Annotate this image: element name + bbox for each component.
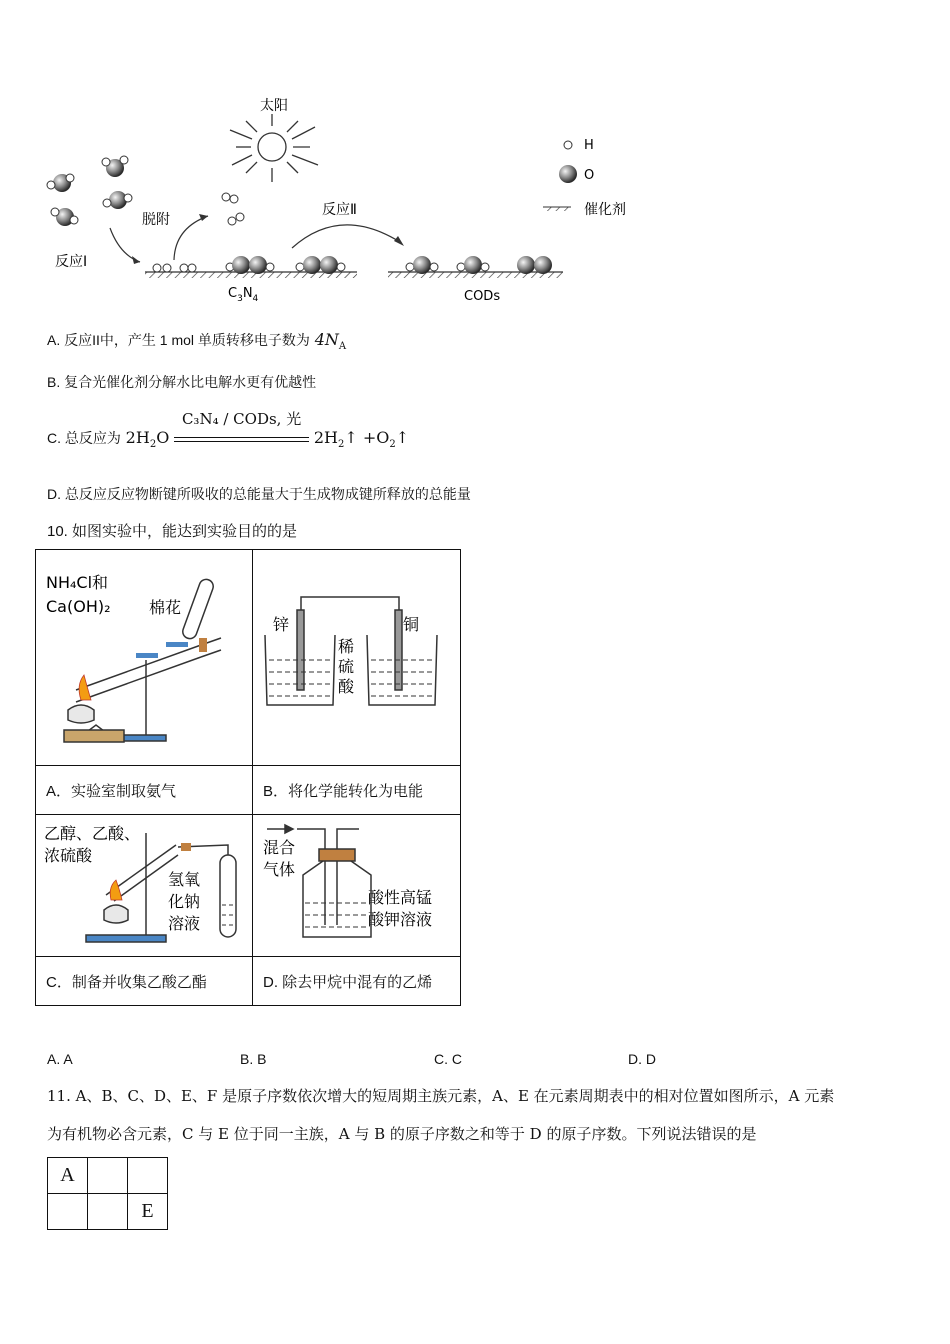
svg-text:硫: 硫 <box>338 657 355 676</box>
sun-icon <box>230 114 318 182</box>
svg-text:化钠: 化钠 <box>168 892 201 911</box>
q11-line1: 11. A、B、C、D、E、F 是原子序数依次增大的短周期主族元素，A、E 在元素周期表中的相对位置如图所示，A 元素 <box>47 1087 835 1105</box>
exp-c-caption: C．制备并收集乙酸乙酯 <box>36 957 253 1006</box>
svg-text:铜: 铜 <box>403 615 420 634</box>
exp-a-caption: A．实验室制取氨气 <box>36 766 253 815</box>
exp-d-figure <box>253 815 461 957</box>
q10-stem: 10. 如图实验中，能达到实验目的的是 <box>47 523 298 540</box>
answer-d[interactable]: D. D <box>628 1051 656 1067</box>
pt-cell <box>48 1194 88 1230</box>
pt-cell <box>88 1194 128 1230</box>
periodic-table-fragment <box>47 1157 168 1230</box>
svg-text:H: H <box>584 138 594 153</box>
q9-option-b: B. 复合光催化剂分解水比电解水更有优越性 <box>47 374 317 390</box>
svg-text:Ca(OH)₂: Ca(OH)₂ <box>46 597 111 616</box>
c3n4-adsorbates <box>153 256 345 274</box>
svg-text:酸性高锰: 酸性高锰 <box>368 888 433 907</box>
c3n4-label: $C_3N_4$ <box>228 286 259 304</box>
reaction1-label: 反应Ⅰ <box>55 254 88 270</box>
svg-text:酸: 酸 <box>338 677 355 696</box>
galvanic-cell-apparatus <box>253 550 460 761</box>
cods-label: CODs <box>464 289 501 304</box>
pt-cell: A <box>48 1158 88 1194</box>
svg-text:O: O <box>584 168 595 183</box>
answer-c[interactable]: C. C <box>434 1051 462 1067</box>
q9-option-d: D. 总反应反应物断键所吸收的总能量大于生成物成键所释放的总能量 <box>47 486 471 502</box>
reaction2-label: 反应Ⅱ <box>322 202 357 218</box>
ester-apparatus <box>36 815 252 952</box>
exp-d-caption: D. 除去甲烷中混有的乙烯 <box>253 957 461 1006</box>
svg-text:棉花: 棉花 <box>149 598 182 617</box>
water-molecules <box>47 156 132 226</box>
gas-washing-apparatus <box>253 815 460 952</box>
svg-text:气体: 气体 <box>263 860 296 879</box>
svg-text:稀: 稀 <box>338 637 355 656</box>
svg-text:乙醇、乙酸、: 乙醇、乙酸、 <box>44 824 141 843</box>
pt-cell <box>88 1158 128 1194</box>
sun-label: 太阳 <box>260 98 288 114</box>
svg-text:浓硫酸: 浓硫酸 <box>44 846 93 865</box>
desorption-label: 脱附 <box>142 212 170 228</box>
svg-text:酸钾溶液: 酸钾溶液 <box>368 910 433 929</box>
experiment-table <box>35 549 461 1006</box>
exp-a-figure <box>36 550 253 766</box>
legend <box>543 138 626 218</box>
q9-option-c: C. 总反应为 $2H_2O$ C₃N₄ / CODs, 光 $2H_2↑$ $+O_2↑$ <box>47 410 410 450</box>
svg-text:锌: 锌 <box>273 615 290 634</box>
reaction-condition: C₃N₄ / CODs, 光 <box>174 429 309 449</box>
ammonia-apparatus <box>36 550 252 761</box>
answer-a[interactable]: A. A <box>47 1051 73 1067</box>
pt-cell <box>128 1158 168 1194</box>
exp-b-figure <box>253 550 461 766</box>
svg-text:催化剂: 催化剂 <box>584 202 626 218</box>
svg-text:混合: 混合 <box>263 838 296 857</box>
exp-b-caption: B．将化学能转化为电能 <box>253 766 461 815</box>
svg-text:溶液: 溶液 <box>168 914 201 933</box>
q9-option-a: A. 反应II中，产生 1 mol 单质转移电子数为 $4N_A$ <box>47 330 347 352</box>
desorbed-hydrogen <box>222 193 244 225</box>
answer-b[interactable]: B. B <box>240 1051 267 1067</box>
svg-text:氢氧: 氢氧 <box>168 870 201 889</box>
pt-cell: E <box>128 1194 168 1230</box>
exp-c-figure <box>36 815 253 957</box>
cods-adsorbates <box>406 256 552 274</box>
photocatalysis-diagram <box>40 90 650 310</box>
q11-line2: 为有机物必含元素，C 与 E 位于同一主族，A 与 B 的原子序数之和等于 D 的原子序数。下列说法错误的是 <box>47 1125 757 1143</box>
svg-text:NH₄Cl和: NH₄Cl和 <box>46 573 109 592</box>
